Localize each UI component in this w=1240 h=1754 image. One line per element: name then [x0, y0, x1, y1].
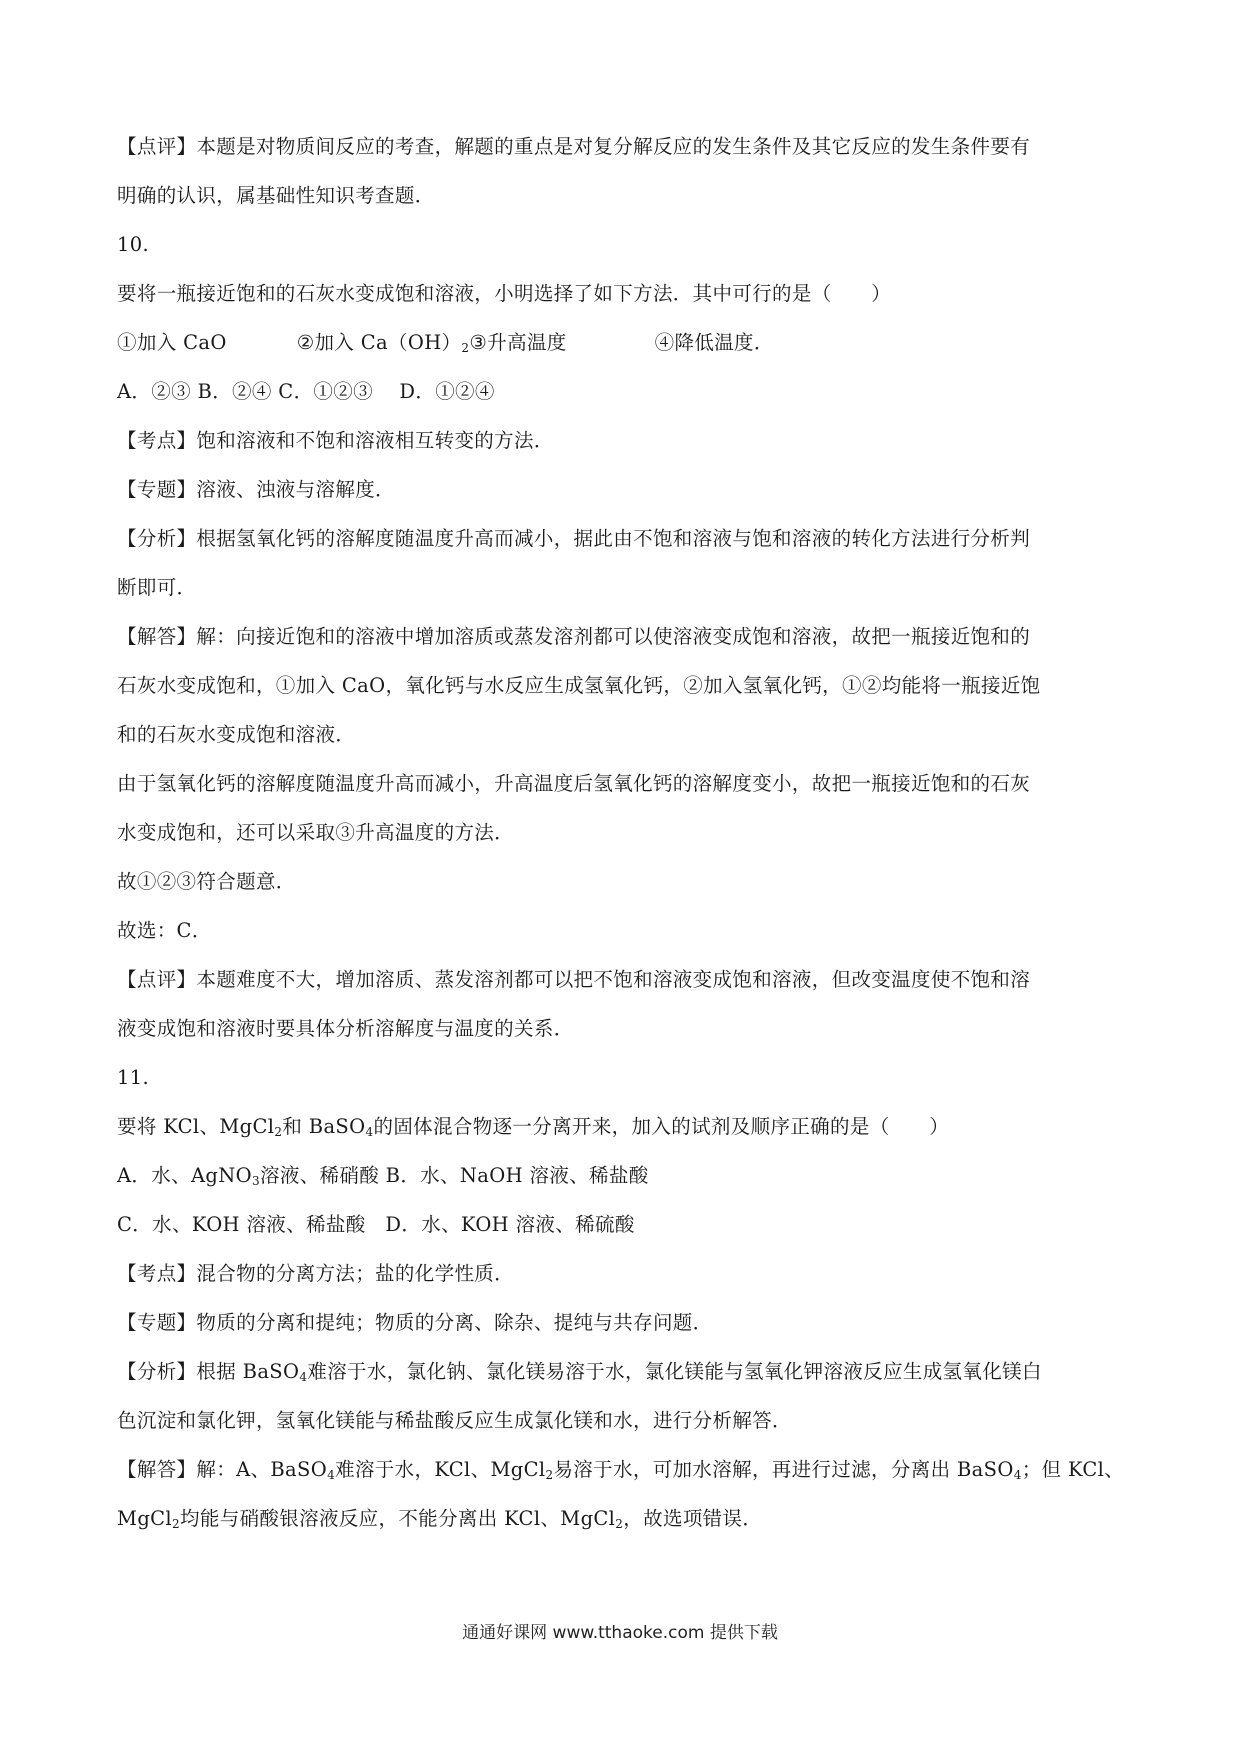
q11-option-a-subscript: 3: [252, 1174, 260, 1188]
q10-jieda-line1: 【解答】解：向接近饱和的溶液中增加溶质或蒸发溶剂都可以使溶液变成饱和溶液，故把一瓶接近饱和的: [117, 625, 1031, 648]
q10-method-2: ②加入 Ca（OH）: [296, 331, 462, 354]
q10-fenxi-line2: 断即可．: [117, 576, 197, 599]
q9-comment-line2: 明确的认识，属基础性知识考查题．: [117, 184, 435, 207]
q11-kaodian: 【考点】混合物的分离方法；盐的化学性质．: [117, 1262, 515, 1285]
q11-options-ab: [117, 1151, 1127, 1200]
q11-jieda-part: 【解答】解：A、BaSO: [117, 1458, 328, 1481]
document-body: [117, 122, 1127, 1543]
q11-jieda-subscript: 4: [327, 1468, 336, 1482]
q11-jieda-part: MgCl: [117, 1507, 173, 1530]
q10-zhuanti: 【专题】溶液、浊液与溶解度．: [117, 478, 395, 501]
q11-fenxi-line1: [117, 1347, 1127, 1396]
q10-jieda-line2: 石灰水变成饱和，①加入 CaO，氧化钙与水反应生成氢氧化钙，②加入氢氧化钙，①②均能将一瓶接近饱: [117, 674, 1041, 697]
q11-jieda-subscript: 2: [545, 1468, 554, 1482]
q11-fenxi-part: 【分析】根据 BaSO: [117, 1360, 300, 1383]
q11-jieda-part: 难溶于水，KCl、MgCl: [335, 1458, 546, 1481]
page-footer: 通通好课网 www.tthaoke.com 提供下载: [462, 1623, 778, 1643]
q11-jieda-line2: [117, 1494, 1127, 1543]
q10-method-1: ①加入 CaO: [117, 331, 227, 354]
q11-jieda-subscript: 4: [1013, 1468, 1022, 1482]
q11-stem-part: 和 BaSO: [282, 1115, 366, 1138]
q10-kaodian: 【考点】饱和溶液和不饱和溶液相互转变的方法．: [117, 429, 554, 452]
q10-method-2-subscript: 2: [461, 341, 470, 355]
q10-jieda-line3: 和的石灰水变成饱和溶液．: [117, 723, 356, 746]
q10-method-4: ④降低温度．: [654, 331, 774, 354]
q11-zhuanti: 【专题】物质的分离和提纯；物质的分离、除杂、提纯与共存问题．: [117, 1311, 713, 1334]
q11-fenxi-part: 难溶于水，氯化钠、氯化镁易溶于水，氯化镁能与氢氧化钾溶液反应生成氢氧化镁白: [307, 1360, 1042, 1383]
q10-dianping-line2: 液变成饱和溶液时要具体分析溶解度与温度的关系．: [117, 1017, 574, 1040]
q11-jieda-subscript: 2: [172, 1517, 181, 1531]
q11-options-cd: C．水、KOH 溶液、稀盐酸 D．水、KOH 溶液、稀硫酸: [117, 1213, 635, 1236]
q11-fenxi-subscript: 4: [299, 1370, 308, 1384]
q11-stem-part: 要将 KCl、MgCl: [117, 1115, 275, 1138]
q11-jieda-subscript: 2: [615, 1517, 624, 1531]
q10-dianping-line1: 【点评】本题难度不大，增加溶质、蒸发溶剂都可以把不饱和溶液变成饱和溶液，但改变温度使不饱和溶: [117, 968, 1031, 991]
q11-option-a: A．水、AgNO: [117, 1164, 252, 1187]
q11-jieda-line1: [117, 1445, 1127, 1494]
q10-stem: 要将一瓶接近饱和的石灰水变成饱和溶液，小明选择了如下方法．其中可行的是（ ）: [117, 282, 892, 305]
q11-jieda-part: 均能与硝酸银溶液反应，不能分离出 KCl、MgCl: [180, 1507, 616, 1530]
q10-answer: 故选：C．: [117, 919, 212, 942]
q10-method-3: ③升高温度: [469, 331, 567, 354]
q11-stem-part: 的固体混合物逐一分离开来，加入的试剂及顺序正确的是（ ）: [373, 1115, 950, 1138]
q11-option-b: 溶液、稀硝酸 B．水、NaOH 溶液、稀盐酸: [260, 1164, 649, 1187]
q11-jieda-part: ，故选项错误．: [623, 1507, 763, 1530]
q9-comment-line1: 【点评】本题是对物质间反应的考查，解题的重点是对复分解反应的发生条件及其它反应的发生条件要有: [117, 135, 1031, 158]
q11-stem-subscript: 2: [274, 1125, 283, 1139]
q10-jieda-line5: 水变成饱和，还可以采取③升高温度的方法．: [117, 821, 515, 844]
q11-jieda-part: ；但 KCl、: [1021, 1458, 1125, 1481]
q10-fenxi-line1: 【分析】根据氢氧化钙的溶解度随温度升高而减小，据此由不饱和溶液与饱和溶液的转化方法进行分析判: [117, 527, 1031, 550]
q10-choices: A．②③ B．②④ C．①②③ D．①②④: [117, 380, 495, 403]
q10-number: 10.: [117, 233, 150, 256]
q11-fenxi-line2: 色沉淀和氯化钾，氢氧化镁能与稀盐酸反应生成氯化镁和水，进行分析解答．: [117, 1409, 792, 1432]
q10-jieda-line6: 故①②③符合题意．: [117, 870, 296, 893]
q11-stem-subscript: 4: [365, 1125, 374, 1139]
q11-number: 11.: [117, 1066, 150, 1089]
q11-stem: [117, 1102, 1127, 1151]
q11-jieda-part: 易溶于水，可加水溶解，再进行过滤，分离出 BaSO: [553, 1458, 1014, 1481]
q10-jieda-line4: 由于氢氧化钙的溶解度随温度升高而减小，升高温度后氢氧化钙的溶解度变小，故把一瓶接近饱和的石灰: [117, 772, 1031, 795]
q10-methods: [117, 318, 1127, 367]
